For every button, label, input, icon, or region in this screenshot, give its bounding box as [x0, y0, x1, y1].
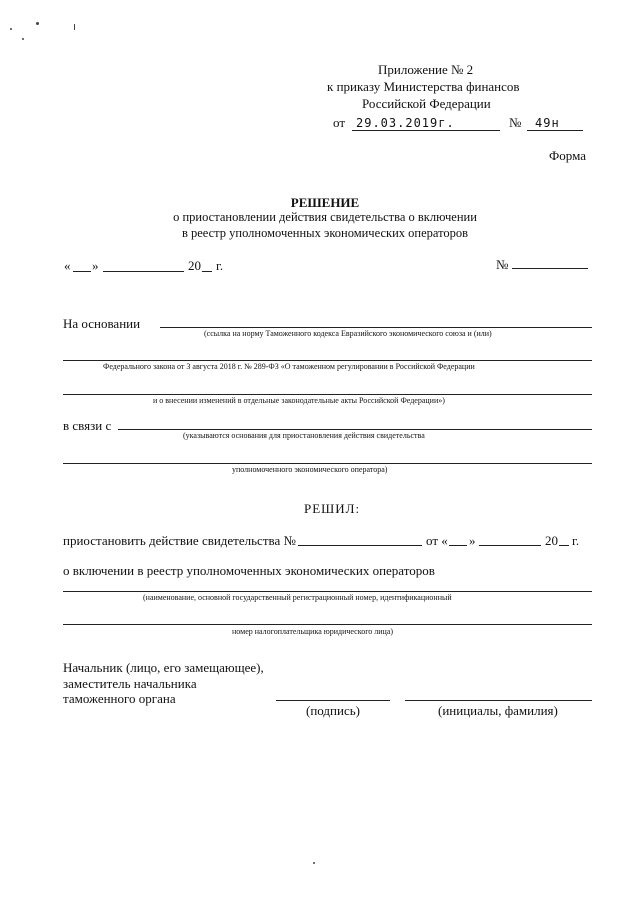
suspend-year-field[interactable]: [559, 545, 569, 546]
header-number-prefix: №: [509, 115, 522, 130]
suspend-registry-text: о включении в реестр уполномоченных экономических операторов: [63, 563, 435, 578]
header-appendix: Приложение № 2: [378, 62, 474, 77]
header-date-value: 29.03.2019г.: [356, 116, 455, 130]
signer-role-2: заместитель начальника: [63, 676, 197, 691]
operator-hint-1: (наименование, основной государственный регистрационный номер, идентификационный: [143, 593, 452, 602]
scan-speck: [313, 862, 315, 864]
header-date-line: [352, 130, 500, 131]
certificate-number-field[interactable]: [298, 545, 422, 546]
basis-hint-3: и о внесении изменений в отдельные законодательные акты Российской Федерации»): [153, 396, 445, 405]
date-month-field[interactable]: [103, 271, 184, 272]
header-order: к приказу Министерства финансов: [327, 79, 520, 94]
date-year-field[interactable]: [202, 271, 212, 272]
basis-field-3[interactable]: [63, 394, 592, 395]
signer-role-3: таможенного органа: [63, 691, 176, 706]
scan-speck: [36, 22, 39, 25]
reason-field-1[interactable]: [118, 429, 592, 430]
basis-hint-1: (ссылка на норму Таможенного кодекса Евразийского экономического союза и (или): [204, 329, 492, 338]
scan-speck: [10, 28, 12, 30]
header-number-line: [527, 130, 583, 131]
reason-field-2[interactable]: [63, 463, 592, 464]
date-day-field[interactable]: [73, 271, 91, 272]
header-date-prefix: от: [333, 115, 346, 130]
date-year-prefix: 20: [188, 258, 201, 273]
suspend-day-field[interactable]: [449, 545, 467, 546]
basis-hint-2: Федерального закона от 3 августа 2018 г. № 289-ФЗ «О таможенном регулировании в Российской Федерации: [103, 362, 475, 371]
basis-field-2[interactable]: [63, 360, 592, 361]
operator-field-1[interactable]: [63, 591, 592, 592]
document-subtitle-2: в реестр уполномоченных экономических операторов: [181, 226, 469, 240]
suspend-from: от «: [426, 533, 448, 548]
suspend-year: 20: [545, 533, 558, 548]
date-year-suffix: г.: [216, 258, 224, 273]
suspend-text: приостановить действие свидетельства №: [63, 533, 296, 548]
document-title: РЕШЕНИЕ: [290, 195, 360, 210]
reason-hint-2: уполномоченного экономического оператора): [232, 465, 388, 474]
suspend-month-field[interactable]: [479, 545, 541, 546]
date-quote-close: »: [92, 258, 99, 273]
reason-hint-1: (указываются основания для приостановления действия свидетельства: [183, 431, 425, 440]
name-field[interactable]: [405, 700, 592, 701]
operator-field-2[interactable]: [63, 624, 592, 625]
scan-speck: [74, 24, 75, 30]
basis-field-1[interactable]: [160, 327, 592, 328]
suspend-quote-close: »: [469, 533, 476, 548]
document-subtitle-1: о приостановлении действия свидетельства о включении: [173, 210, 477, 224]
reason-label: в связи с: [63, 418, 112, 433]
date-quote-open: «: [64, 258, 71, 273]
decision-number-sign: №: [496, 257, 509, 272]
signature-hint: (подпись): [306, 703, 360, 718]
signature-field[interactable]: [276, 700, 390, 701]
form-label: Форма: [549, 148, 586, 163]
decision-number-field[interactable]: [512, 268, 588, 269]
decided-heading: РЕШИЛ:: [304, 501, 361, 516]
signer-role-1: Начальник (лицо, его замещающее),: [63, 660, 264, 675]
header-country: Российской Федерации: [362, 96, 491, 111]
basis-label: На основании: [63, 316, 141, 331]
header-number-value: 49н: [535, 116, 560, 130]
suspend-year-suffix: г.: [572, 533, 580, 548]
name-hint: (инициалы, фамилия): [438, 703, 558, 718]
scan-speck: [22, 38, 24, 40]
operator-hint-2: номер налогоплательщика юридического лица): [232, 627, 394, 636]
